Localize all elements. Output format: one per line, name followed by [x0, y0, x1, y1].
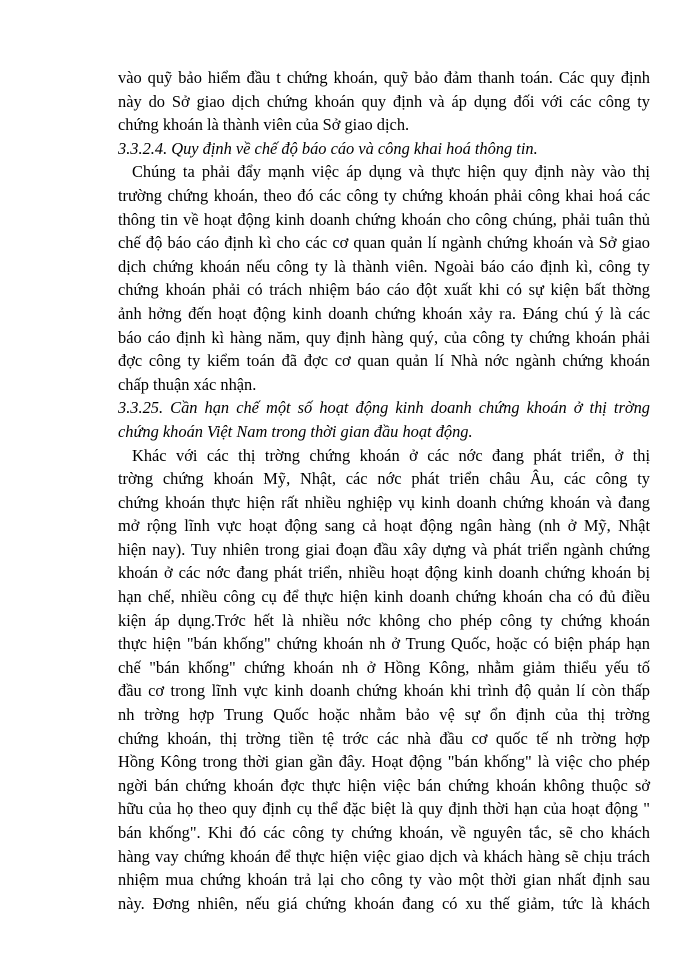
- text-line: Chúng ta phải đẩy mạnh việc áp dụng và thực hiện quy định này vào thị: [132, 162, 650, 182]
- text-line: chấp thuận xác nhận.: [118, 374, 257, 394]
- text-line: nhiệm mua chứng khoán trả lại cho công ty vào một thời gian nhất định sau: [118, 870, 650, 890]
- text-line: báo cáo định kì hàng năm, quy định hàng quý, của công ty chứng khoán phải: [118, 327, 650, 347]
- text-line: đợc công ty kiểm toán đã đợc cơ quan quản lí Nhà nớc ngành chứng khoán: [118, 351, 650, 371]
- body-text: [118, 66, 650, 915]
- text-line: đầu cơ trong lĩnh vực kinh doanh chứng khoán khi trình độ quản lí còn thấp: [118, 681, 650, 701]
- text-line: ảnh hởng đến hoạt động kinh doanh chứng khoán xảy ra. Đáng chú ý là các: [118, 303, 650, 323]
- text-line: Khác với các thị trờng chứng khoán ở các nớc đang phát triển, ở thị: [132, 445, 650, 465]
- text-line: chế "bán khống" chứng khoán nh ở Hồng Kông, nhằm giảm thiểu yếu tố: [118, 657, 650, 677]
- text-line: thực hiện "bán khống" chứng khoán nh ở Trung Quốc, hoặc có biện pháp hạn: [118, 634, 650, 654]
- text-line: nh trờng hợp Trung Quốc hoặc nhằm bảo vệ sự ổn định của thị trờng: [118, 705, 650, 725]
- text-line: chứng khoán thực hiện rất nhiều nghiệp vụ kinh doanh chứng khoán và đang: [118, 492, 650, 512]
- text-line: chứng khoán là thành viên của Sở giao dịch.: [118, 115, 410, 135]
- text-line: ngời bán chứng khoán đợc thực hiện việc bán chứng khoán không thuộc sở: [118, 775, 650, 795]
- text-line: trường chứng khoán, theo đó các công ty chứng khoán phải công khai hoá các: [118, 185, 650, 205]
- text-line: dịch chứng khoán nếu công ty là thành viên. Ngoài báo cáo định kì, công ty: [118, 256, 650, 276]
- text-line: bán khống". Khi đó các công ty chứng khoán, về nguyên tắc, sẽ cho khách: [118, 823, 650, 842]
- text-line: khoán ở các nớc đang phát triển, nhiều hoạt động kinh doanh chứng khoán bị: [118, 563, 650, 583]
- text-line: này. Đơng nhiên, nếu giá chứng khoán đang có xu thế giảm, tức là khách: [118, 893, 650, 913]
- text-line: chứng khoán, thị trờng tiền tệ trớc các nhà đầu cơ quốc tế nh trờng hợp: [118, 728, 650, 748]
- section-heading-line: 3.3.2.4. Quy định về chế độ báo cáo và công khai hoá thông tin.: [118, 138, 538, 158]
- text-line: mở rộng lĩnh vực hoạt động sang cả hoạt động ngân hàng (nh ở Mỹ, Nhật: [118, 516, 650, 536]
- section-heading-line: 3.3.25. Cần hạn chế một số hoạt động kinh doanh chứng khoán ở thị trờng: [118, 398, 650, 418]
- text-line: Hồng Kông trong thời gian gần đây. Hoạt động "bán khống" là việc cho phép: [118, 752, 650, 772]
- text-line: hàng vay chứng khoán để thực hiện việc giao dịch và khách hàng sẽ chịu trách: [118, 846, 650, 866]
- section-heading-line: chứng khoán Việt Nam trong thời gian đầu hoạt động.: [118, 421, 473, 441]
- text-line: kiện áp dụng.Trớc hết là nhiều nớc không cho phép công ty chứng khoán: [118, 610, 650, 630]
- text-line: hữu của họ theo quy định cụ thể đặc biệt là quy định thời hạn của hoạt động ": [118, 799, 650, 819]
- text-line: chế độ báo cáo định kì cho các cơ quan quản lí ngành chứng khoán và Sở giao: [118, 233, 650, 253]
- text-line: thông tin về hoạt động kinh doanh chứng khoán cho công chúng, phải tuân thủ: [118, 209, 650, 229]
- text-line: vào quỹ bảo hiểm đầu t chứng khoán, quỹ bảo đảm thanh toán. Các quy định: [118, 68, 650, 87]
- text-line: trờng chứng khoán Mỹ, Nhật, các nớc phát triển châu Âu, các công ty: [118, 469, 650, 489]
- text-line: hiện nay). Tuy nhiên trong giai đoạn đầu xây dựng và phát triển ngành chứng: [118, 539, 650, 559]
- text-line: hạn chế, nhiều công cụ để thực hiện kinh doanh chứng khoán cha có đủ điều: [118, 587, 650, 607]
- text-line: này do Sở giao dịch chứng khoán quy định và áp dụng đối với các công ty: [118, 91, 650, 111]
- text-line: chứng khoán phải có trách nhiệm báo cáo đột xuất khi có sự kiện bất thờng: [118, 280, 650, 300]
